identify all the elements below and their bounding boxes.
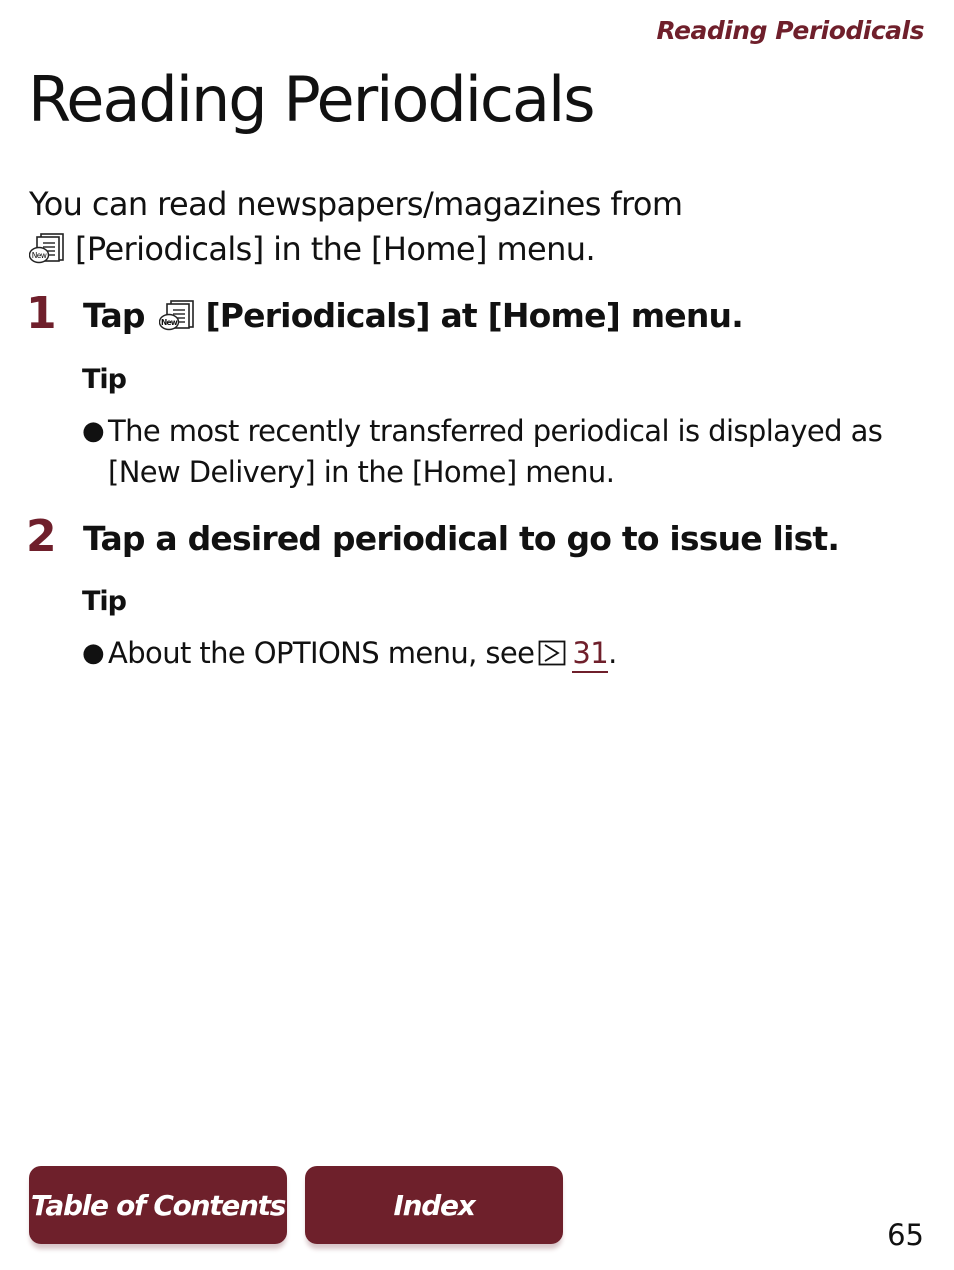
intro-line-1: You can read newspapers/magazines from	[29, 185, 683, 223]
periodicals-new-icon	[159, 299, 199, 331]
tip-text: About the OPTIONS menu, see	[108, 636, 535, 670]
tip-line-2: [New Delivery] in the [Home] menu.	[108, 455, 615, 489]
step-heading	[83, 296, 743, 336]
periodicals-new-icon	[29, 232, 69, 264]
step-heading: Tap a desired periodical to go to issue list.	[83, 519, 840, 558]
bullet-icon: ●	[82, 416, 105, 446]
tip-item	[82, 411, 922, 493]
page-reference-arrow-icon[interactable]	[538, 640, 566, 666]
new-badge-text: New	[31, 251, 47, 260]
step-number: 1	[26, 288, 57, 339]
index-button[interactable]: Index	[305, 1166, 563, 1244]
step-text: [Periodicals] at [Home] menu.	[205, 296, 743, 335]
tip-suffix: .	[608, 636, 617, 670]
intro-line-2: [Periodicals] in the [Home] menu.	[75, 230, 596, 268]
bullet-icon: ●	[82, 638, 105, 668]
running-head: Reading Periodicals	[656, 16, 924, 45]
tip-label: Tip	[82, 586, 126, 617]
page-number: 65	[887, 1218, 924, 1252]
page-reference-link[interactable]: 31	[572, 636, 608, 673]
tip-item	[82, 633, 922, 674]
step-number: 2	[26, 511, 57, 562]
new-badge-text: New	[161, 318, 178, 327]
tip-label: Tip	[82, 364, 126, 395]
step-prefix: Tap	[83, 296, 145, 335]
page-title: Reading Periodicals	[28, 63, 594, 136]
table-of-contents-button[interactable]: Table of Contents	[29, 1166, 287, 1244]
tip-line-1: The most recently transferred periodical is displayed as	[108, 414, 883, 448]
intro-paragraph	[29, 182, 909, 272]
